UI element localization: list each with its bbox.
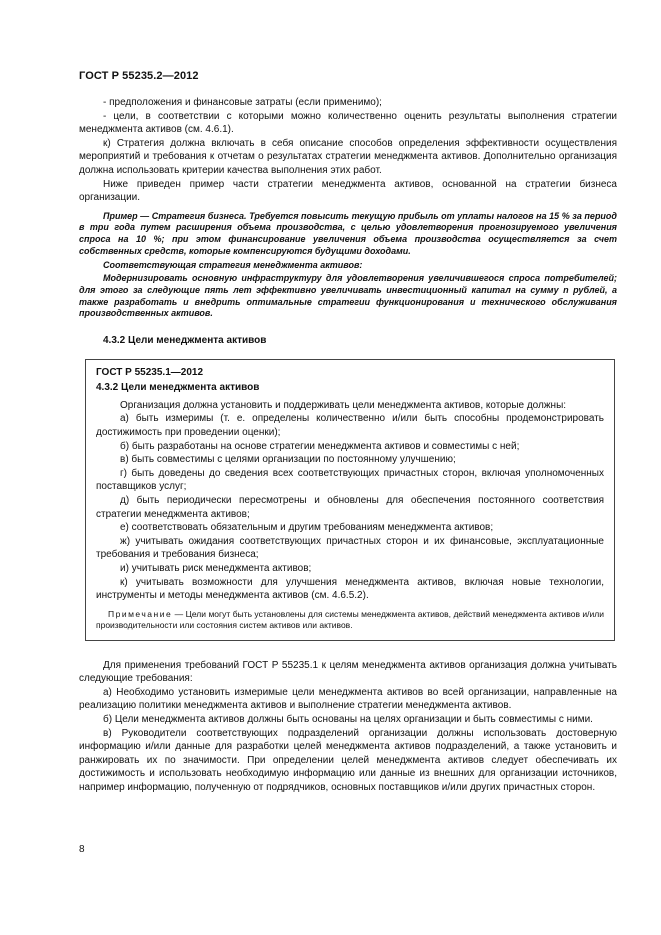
requirement-a: а) Необходимо установить измеримые цели менеджмента активов во всей организации, направленные на реализацию политики менеджмента активов и выполнение стратегии менеджмента активов.: [79, 686, 617, 712]
box-item-b: б) быть разработаны на основе стратегии менеджмента активов и совместимы с ней;: [120, 440, 520, 452]
box-item-a: а) быть измеримы (т. е. определены количественно и/или быть способны продемонстрировать достижимость при проведении оценки);: [96, 413, 604, 439]
box-intro: Организация должна установить и поддерживать цели менеджмента активов, которые должны:: [120, 399, 567, 411]
box-item-k: к) учитывать возможности для улучшения менеджмента активов, включая новые технологии, инструменты и методы менеджмента активов (см. 4.6.5.2).: [96, 576, 604, 602]
example-heading: Соответствующая стратегия менеджмента активов:: [103, 259, 363, 270]
note-label: Примечание: [108, 608, 173, 619]
box-standard-title: ГОСТ Р 55235.1—2012: [96, 366, 204, 378]
requirement-b: б) Цели менеджмента активов должны быть основаны на целях организации и быть совместимы с ними.: [103, 713, 593, 725]
box-item-g: г) быть доведены до сведения всех соответствующих причастных сторон, включая уполномоченных поставщиков услуг;: [96, 467, 604, 493]
paragraph-example-intro: Ниже приведен пример части стратегии менеджмента активов, основанной на стратегии бизнеса организации.: [79, 178, 617, 204]
document-header: ГОСТ Р 55235.2—2012: [79, 70, 199, 82]
list-item-assumptions: - предположения и финансовые затраты (если применимо);: [103, 97, 382, 108]
requirement-v: в) Руководители соответствующих подразделений организации должны использовать достоверную информацию и/или данные для разработки целей менеджмента активов подразделений, а также установить и ранжировать их по значимости. При определении целей менеджмента активов следует обеспечивать их достижимость и использовать необходимую информацию или данные из внешних для организации источников, например информацию, полученную от подрядчиков, основных поставщиков и/или других причастных сторон.: [79, 727, 617, 793]
document-body: [79, 96, 617, 795]
page-number: 8: [79, 844, 85, 855]
paragraph-k: к) Стратегия должна включать в себя описание способов определения эффективности осуществления мероприятий и требования к отчетам о результатах стратегии менеджмента активов. Дополнительно организация должна использовать критерии качества выполнения этих работ.: [79, 137, 617, 176]
example-business-strategy: Пример — Стратегия бизнеса. Требуется повысить текущую прибыль от уплаты налогов на 15 % за период в три года путем расширения объема производства, с целью удовлетворения прогнозируемого увеличения спроса на 10 %; при этом финансирование увеличения объема производства осуществляется за счет собственных средств, которые компенсируются будущими доходами.: [79, 210, 617, 256]
box-item-e: е) соответствовать обязательным и другим требованиям менеджмента активов;: [120, 522, 494, 534]
box-item-zh: ж) учитывать ожидания соответствующих причастных сторон и их финансовые, эксплуатационные требования и требования бизнеса;: [96, 535, 604, 561]
box-item-v: в) быть совместимы с целями организации по постоянному улучшению;: [120, 454, 456, 466]
box-note: [96, 609, 604, 632]
section-title: 4.3.2 Цели менеджмента активов: [103, 335, 267, 347]
paragraph-requirements: Для применения требований ГОСТ Р 55235.1 к целям менеджмента активов организация должна учитывать следующие требования:: [79, 659, 617, 685]
list-item-goals: - цели, в соответствии с которыми можно количественно оценить результаты выполнения стратегии менеджмента активов (см. 4.6.1).: [79, 110, 617, 136]
quote-box: [85, 359, 615, 641]
box-item-d: д) быть периодически пересмотрены и обновлены для обеспечения постоянного соответствия стратегии менеджмента активов;: [96, 495, 604, 520]
box-section-title: 4.3.2 Цели менеджмента активов: [96, 382, 260, 394]
note-text: — Цели могут быть установлены для системы менеджмента активов, действий менеджмента активов и/или производительности или состояния систем активов или активов.: [96, 608, 604, 631]
example-asset-strategy: Модернизировать основную инфраструктуру для удовлетворения увеличившегося спроса потребителей; для этого за следующие пять лет эффективно увеличивать инвестиционный капитал на сумму n рублей, а также разработать и внедрить оптимальные стратегии функционирования и технического обслуживания производственных активов.: [79, 273, 617, 319]
box-item-i: и) учитывать риск менеджмента активов;: [120, 562, 312, 574]
